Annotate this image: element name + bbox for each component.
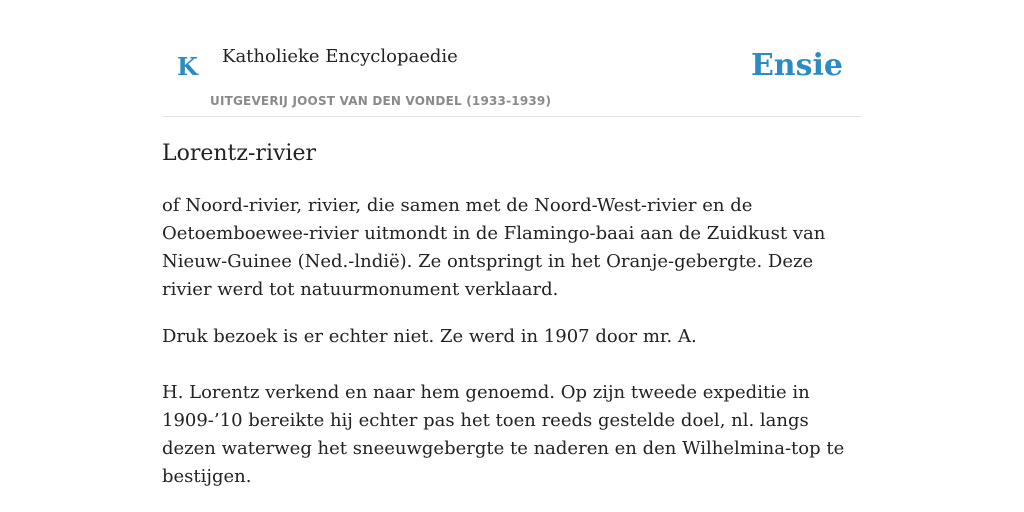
- publisher-label: UITGEVERIJ JOOST VAN DEN VONDEL (1933-1939): [210, 94, 552, 108]
- article-title: Lorentz-rivier: [162, 141, 316, 166]
- brand-logo[interactable]: Ensie: [750, 48, 843, 83]
- article-paragraph: H. Lorentz verkend en naar hem genoemd. Op zijn tweede expeditie in 1909-’10 bereikte hij echter pas het toen reeds gestelde doel, nl. langs dezen waterweg het sneeuwgebergte te naderen en den Wilhelmina-top te bestijgen.: [162, 382, 845, 487]
- site-logo[interactable]: K: [177, 52, 198, 81]
- article-paragraph: Druk bezoek is er echter niet. Ze werd in 1907 door mr. A.: [162, 326, 697, 347]
- article-paragraph: of Noord-rivier, rivier, die samen met de Noord-West-rivier en de Oetoemboewee-rivier uitmondt in de Flamingo-baai aan de Zuidkust van Nieuw-Guinee (Ned.-lndië). Ze ontspringt in het Oranje-gebergte. Deze rivier werd tot natuurmonument verklaard.: [162, 195, 826, 300]
- page: [162, 0, 862, 487]
- site-header: [162, 0, 862, 117]
- site-title[interactable]: Katholieke Encyclopaedie: [222, 46, 458, 67]
